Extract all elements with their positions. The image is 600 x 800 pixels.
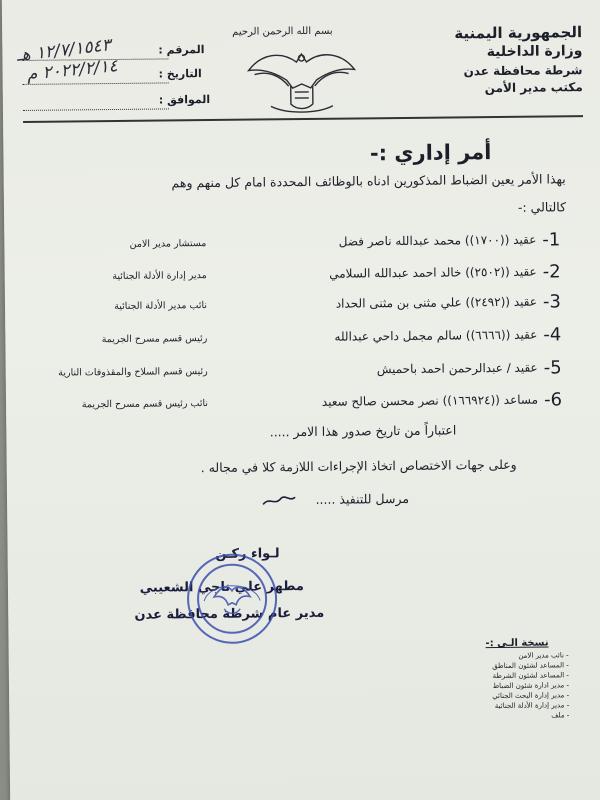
entry-number: 5- <box>543 356 562 379</box>
entry-number: 1- <box>542 228 561 251</box>
entry-row <box>112 259 565 288</box>
copy-item: - المساعد لشئون المناطق <box>492 661 569 671</box>
signatory-rank: لـواء ركـن <box>215 546 280 562</box>
entry-number: 4- <box>543 323 562 346</box>
signature-scribble-icon <box>261 494 297 508</box>
entry-position: مستشار مدير الامن <box>129 237 207 250</box>
entry-number: 3- <box>542 290 562 313</box>
copy-item: - مدير إدارة البحث الجنائي <box>492 691 570 701</box>
entry-name: عقيد ((٢٥٠٢)) خالد احمد عبدالله السلامي <box>329 264 537 281</box>
copy-item: - نائب مدير الامن <box>518 651 569 660</box>
effective-date-text: اعتباراً من تاريخ صدور هذا الامر ..... <box>269 422 457 440</box>
agree-label: الموافق : <box>158 92 211 107</box>
entry-number: 6- <box>543 388 563 411</box>
entry-name: عقيد / عبدالرحمن احمد باحميش <box>376 360 538 377</box>
signatory-name: مطهر علي ناجي الشعيبي <box>139 579 305 596</box>
entry-name: عقيد ((٦٦٦٦)) سالم مجمل داحي عبدالله <box>334 327 538 344</box>
copy-item: - مدير إدارة الأدلة الجنائية <box>494 701 570 711</box>
entry-row <box>129 227 564 256</box>
sent-for-execution-text: مرسل للتنفيذ ..... <box>315 490 410 507</box>
entry-position: نائب رئيس قسم مسرح الجريمة <box>81 397 209 410</box>
header-republic: الجمهورية اليمنية <box>454 23 583 43</box>
header-office: مكتب مدير الأمن <box>484 80 583 96</box>
handwritten-ref: ١٢/٧/١٥٤٣ هـ <box>15 35 112 66</box>
entry-row <box>82 387 566 416</box>
entry-position: رئيس قسم مسرح الجريمة <box>101 332 208 345</box>
order-intro-cont: كالتالي :- <box>517 199 567 215</box>
order-title: أمر إداري :- <box>369 140 492 166</box>
official-stamp-icon <box>184 550 281 647</box>
order-intro: بهذا الأمر يعين الضباط المذكورين ادناه بالوظائف المحددة امام كل منهم وهم <box>171 171 566 191</box>
entry-position: نائب مدير الأدلة الجنائية <box>114 299 208 312</box>
copy-item: - المساعد لشئون الشرطة <box>492 671 569 681</box>
signatory-title: مدير عام شرطة محافظة عدن <box>134 605 325 623</box>
entry-row <box>102 322 566 351</box>
entry-name: عقيد ((٢٤٩٢)) علي مثنى بن مثنى الحداد <box>335 294 538 311</box>
copy-item: - مدير ادارة شئون الضباط <box>492 681 570 691</box>
handwritten-date: ٢٠٢٢/٢/١٤ م <box>25 56 119 85</box>
bismillah-text: بسم الله الرحمن الرحيم <box>232 25 333 38</box>
entry-row <box>114 289 565 318</box>
ref-label: المرقم : <box>158 43 205 57</box>
entry-number: 2- <box>542 260 561 283</box>
copy-item: - ملف <box>551 711 570 720</box>
date-label: التاريخ : <box>158 67 202 81</box>
entry-position: رئيس قسم السلاح والمقذوفات النارية <box>58 365 208 379</box>
entry-position: مدير إدارة الأدلة الجنائية <box>112 269 207 282</box>
header-ministry: وزارة الداخلية <box>486 43 583 61</box>
header-police: شرطة محافظة عدن <box>463 63 583 79</box>
entry-name: عقيد ((١٧٠٠)) محمد عبدالله ناصر فضل <box>338 232 537 249</box>
entry-name: مساعد ((١٦٦٩٢٤)) نصر محسن صالح سعيد <box>321 392 539 409</box>
agree-line <box>23 107 169 111</box>
entry-row <box>58 355 566 384</box>
copies-label: نسخة الـى :- <box>485 637 549 650</box>
document-sheet <box>2 0 600 800</box>
competent-authorities-text: وعلى جهات الاختصاص اتخاذ الإجراءات اللازمة كلا في مجاله . <box>200 456 517 476</box>
eagle-emblem-icon <box>240 39 363 118</box>
